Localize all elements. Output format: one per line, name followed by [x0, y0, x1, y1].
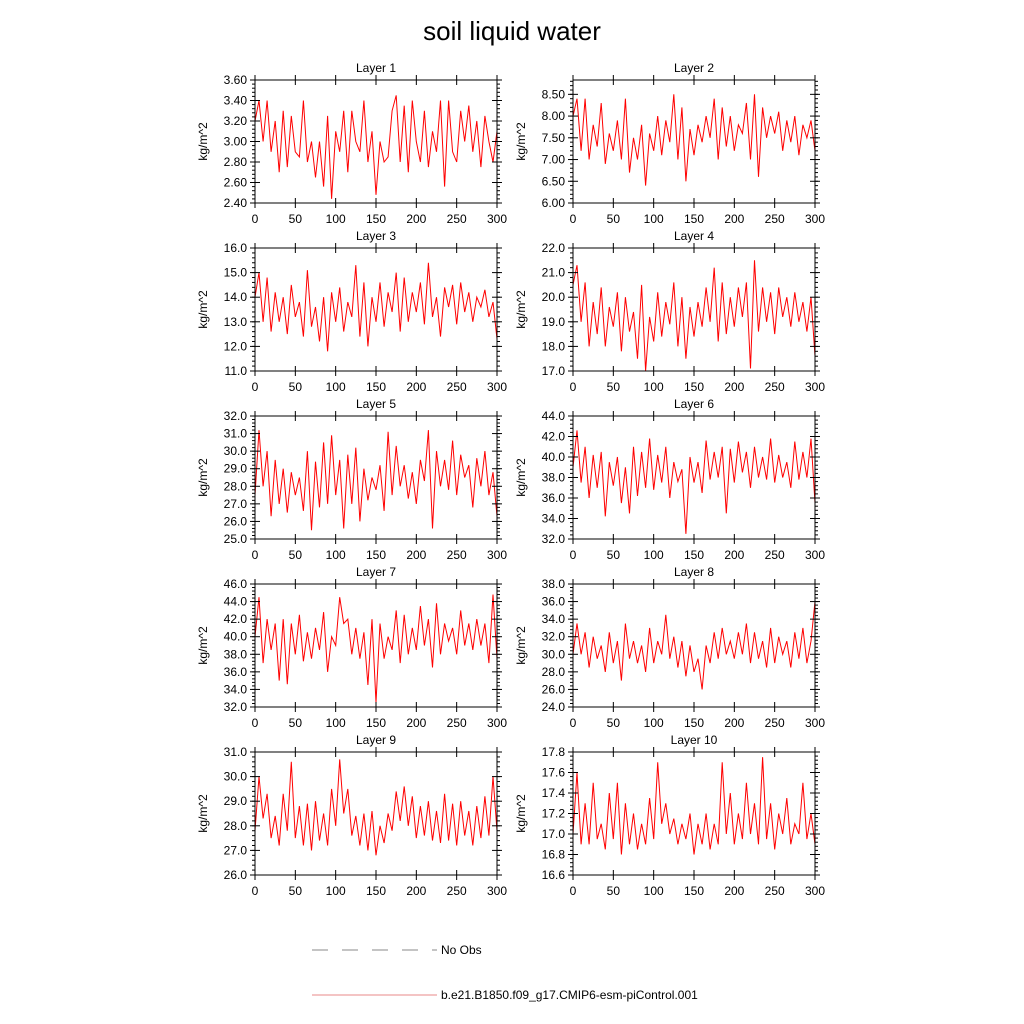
y-tick-label: 17.0 [541, 827, 565, 841]
panels [196, 61, 825, 898]
panel-title: Layer 5 [355, 397, 397, 411]
panel-layer-3 [196, 229, 507, 394]
panel-title: Layer 6 [673, 397, 715, 411]
series-line [255, 759, 497, 855]
x-tick-label: 250 [764, 884, 785, 898]
x-tick-label: 100 [643, 212, 664, 226]
x-tick-label: 200 [724, 716, 745, 730]
x-tick-label: 200 [406, 716, 427, 730]
x-tick-label: 50 [606, 212, 621, 226]
x-tick-label: 0 [251, 212, 259, 226]
x-tick-label: 0 [569, 380, 577, 394]
panel-title: Layer 1 [355, 61, 397, 75]
y-tick-label: 7.00 [541, 152, 565, 167]
x-tick-label: 100 [643, 716, 664, 730]
y-tick-label: 11.0 [224, 364, 247, 378]
series-line [255, 263, 497, 352]
y-tick-label: 2.80 [223, 155, 247, 169]
panel-title: Layer 4 [673, 229, 715, 243]
plot-frame [255, 248, 497, 371]
x-tick-label: 200 [406, 212, 427, 226]
x-tick-label: 150 [683, 716, 705, 730]
x-tick-label: 150 [365, 380, 387, 394]
y-tick-label: 12.0 [223, 339, 247, 354]
y-tick-label: 26.0 [223, 514, 247, 529]
y-tick-label: 17.8 [541, 745, 565, 759]
y-tick-label: 40.0 [541, 450, 565, 464]
y-axis-label: kg/m^2 [196, 458, 210, 497]
series-line [573, 757, 815, 854]
panel-layer-8 [514, 565, 825, 730]
x-tick-label: 100 [325, 548, 346, 562]
x-tick-label: 50 [288, 884, 303, 898]
figure-title: soil liquid water [423, 16, 601, 46]
panel-title: Layer 2 [673, 61, 715, 75]
x-tick-label: 150 [365, 884, 387, 898]
plot-frame [255, 416, 497, 539]
x-tick-label: 150 [365, 716, 387, 730]
y-tick-label: 25.0 [223, 532, 247, 546]
y-tick-label: 34.0 [541, 612, 565, 627]
x-tick-label: 50 [606, 548, 621, 562]
y-tick-label: 42.0 [223, 612, 247, 627]
y-tick-label: 16.6 [541, 868, 565, 882]
x-tick-label: 200 [724, 548, 745, 562]
x-tick-label: 250 [764, 212, 785, 226]
x-tick-label: 300 [486, 212, 508, 226]
y-tick-label: 8.00 [541, 109, 565, 124]
x-tick-label: 100 [643, 548, 664, 562]
y-tick-label: 32.0 [223, 409, 247, 423]
y-tick-label: 6.00 [541, 196, 565, 210]
panel-title: Layer 10 [670, 733, 718, 747]
series-line [255, 430, 497, 530]
y-axis-label: kg/m^2 [196, 122, 210, 161]
y-tick-label: 26.0 [541, 682, 565, 697]
y-tick-label: 42.0 [541, 429, 565, 444]
x-tick-label: 250 [446, 716, 467, 730]
y-tick-label: 38.0 [223, 647, 247, 662]
series-line [255, 595, 497, 703]
y-tick-label: 32.0 [541, 532, 565, 546]
y-tick-label: 17.4 [541, 786, 565, 800]
x-tick-label: 0 [569, 548, 577, 562]
y-tick-label: 17.0 [541, 364, 565, 378]
y-tick-label: 19.0 [541, 314, 565, 329]
y-tick-label: 15.0 [223, 265, 247, 280]
y-tick-label: 30.0 [541, 647, 565, 662]
x-tick-label: 300 [804, 716, 826, 730]
y-tick-label: 31.0 [223, 745, 247, 759]
plot-frame [255, 584, 497, 707]
y-tick-label: 3.00 [223, 134, 247, 149]
x-tick-label: 0 [569, 884, 577, 898]
x-tick-label: 50 [606, 716, 621, 730]
y-tick-label: 44.0 [223, 594, 247, 609]
y-tick-label: 17.6 [541, 765, 565, 780]
series-line [573, 602, 815, 690]
y-tick-label: 36.0 [541, 491, 565, 505]
x-tick-label: 250 [446, 380, 467, 394]
plot-frame [573, 416, 815, 539]
x-tick-label: 300 [804, 884, 826, 898]
legend-obs-label: No Obs [441, 943, 482, 957]
y-tick-label: 31.0 [223, 426, 247, 441]
series-line [255, 95, 497, 198]
y-tick-label: 24.0 [541, 700, 565, 714]
x-tick-label: 50 [288, 212, 303, 226]
y-tick-label: 32.0 [223, 700, 247, 714]
x-tick-label: 150 [683, 884, 705, 898]
y-tick-label: 13.0 [223, 314, 247, 329]
x-tick-label: 100 [325, 716, 346, 730]
y-axis-label: kg/m^2 [514, 122, 528, 161]
y-tick-label: 27.0 [223, 843, 247, 858]
y-axis-label: kg/m^2 [196, 794, 210, 833]
y-tick-label: 36.0 [541, 594, 565, 609]
y-axis-label: kg/m^2 [514, 458, 528, 497]
x-tick-label: 0 [251, 380, 259, 394]
x-tick-label: 300 [804, 212, 826, 226]
y-tick-label: 16.0 [223, 241, 247, 255]
y-tick-label: 20.0 [541, 290, 565, 305]
plot-frame [573, 80, 815, 203]
y-tick-label: 38.0 [541, 577, 565, 591]
y-tick-label: 40.0 [223, 629, 247, 644]
panel-title: Layer 8 [673, 565, 715, 579]
y-tick-label: 3.60 [223, 73, 247, 87]
x-tick-label: 250 [764, 548, 785, 562]
series-line [573, 94, 815, 185]
plot-frame [573, 584, 815, 707]
x-tick-label: 300 [486, 716, 508, 730]
panel-layer-6 [514, 397, 825, 562]
y-tick-label: 28.0 [223, 479, 247, 494]
x-tick-label: 0 [251, 548, 259, 562]
y-tick-label: 3.40 [223, 93, 247, 108]
x-tick-label: 100 [325, 212, 346, 226]
y-tick-label: 29.0 [223, 794, 247, 809]
x-tick-label: 300 [486, 884, 508, 898]
x-tick-label: 250 [446, 548, 467, 562]
y-tick-label: 36.0 [223, 664, 247, 679]
y-axis-label: kg/m^2 [196, 626, 210, 665]
x-tick-label: 0 [251, 884, 259, 898]
y-tick-label: 22.0 [541, 241, 565, 255]
y-tick-label: 17.2 [541, 806, 565, 821]
y-tick-label: 8.50 [541, 87, 565, 102]
x-tick-label: 50 [606, 380, 621, 394]
panel-layer-1 [196, 61, 507, 226]
series-line [573, 260, 815, 371]
x-tick-label: 250 [764, 716, 785, 730]
x-tick-label: 0 [569, 212, 577, 226]
y-tick-label: 30.0 [223, 769, 247, 784]
x-tick-label: 50 [288, 380, 303, 394]
x-tick-label: 200 [724, 380, 745, 394]
y-tick-label: 21.0 [541, 265, 565, 280]
x-tick-label: 200 [406, 548, 427, 562]
y-tick-label: 2.60 [223, 175, 247, 190]
y-tick-label: 7.50 [541, 130, 565, 145]
x-tick-label: 150 [365, 548, 387, 562]
y-tick-label: 30.0 [223, 444, 247, 459]
y-axis-label: kg/m^2 [514, 290, 528, 329]
y-tick-label: 44.0 [541, 409, 565, 423]
x-tick-label: 300 [804, 548, 826, 562]
y-tick-label: 6.50 [541, 174, 565, 189]
y-axis-label: kg/m^2 [196, 290, 210, 329]
x-tick-label: 100 [643, 380, 664, 394]
y-tick-label: 46.0 [223, 577, 247, 591]
y-tick-label: 14.0 [223, 290, 247, 305]
y-tick-label: 16.8 [541, 847, 565, 862]
x-tick-label: 50 [288, 716, 303, 730]
panel-layer-5 [196, 397, 507, 562]
y-tick-label: 32.0 [541, 629, 565, 644]
x-tick-label: 0 [569, 716, 577, 730]
x-tick-label: 150 [683, 548, 705, 562]
y-tick-label: 2.40 [223, 196, 247, 210]
x-tick-label: 300 [804, 380, 826, 394]
x-tick-label: 200 [724, 884, 745, 898]
x-tick-label: 100 [325, 380, 346, 394]
x-tick-label: 200 [724, 212, 745, 226]
y-tick-label: 38.0 [541, 470, 565, 485]
y-axis-label: kg/m^2 [514, 794, 528, 833]
x-tick-label: 300 [486, 548, 508, 562]
legend [312, 943, 698, 1002]
panel-title: Layer 7 [355, 565, 397, 579]
panel-layer-10 [514, 733, 825, 898]
y-tick-label: 34.0 [541, 511, 565, 526]
x-tick-label: 300 [486, 380, 508, 394]
panel-layer-4 [514, 229, 825, 394]
panel-layer-7 [196, 565, 507, 730]
panel-title: Layer 9 [355, 733, 397, 747]
x-tick-label: 50 [606, 884, 621, 898]
y-tick-label: 26.0 [223, 868, 247, 882]
x-tick-label: 100 [325, 884, 346, 898]
panel-layer-2 [514, 61, 825, 226]
x-tick-label: 200 [406, 380, 427, 394]
y-tick-label: 29.0 [223, 461, 247, 476]
legend-model-label: b.e21.B1850.f09_g17.CMIP6-esm-piControl.001 [441, 988, 698, 1002]
panel-title: Layer 3 [355, 229, 397, 243]
x-tick-label: 250 [446, 884, 467, 898]
y-axis-label: kg/m^2 [514, 626, 528, 665]
y-tick-label: 27.0 [223, 496, 247, 511]
x-tick-label: 250 [446, 212, 467, 226]
x-tick-label: 150 [683, 380, 705, 394]
x-tick-label: 100 [643, 884, 664, 898]
y-tick-label: 28.0 [223, 818, 247, 833]
series-line [573, 430, 815, 534]
x-tick-label: 150 [365, 212, 387, 226]
x-tick-label: 50 [288, 548, 303, 562]
y-tick-label: 18.0 [541, 339, 565, 354]
x-tick-label: 250 [764, 380, 785, 394]
y-tick-label: 3.20 [223, 114, 247, 128]
x-tick-label: 0 [251, 716, 259, 730]
y-tick-label: 28.0 [541, 664, 565, 679]
y-tick-label: 34.0 [223, 682, 247, 697]
panel-layer-9 [196, 733, 507, 898]
x-tick-label: 150 [683, 212, 705, 226]
x-tick-label: 200 [406, 884, 427, 898]
plot-frame [255, 80, 497, 203]
